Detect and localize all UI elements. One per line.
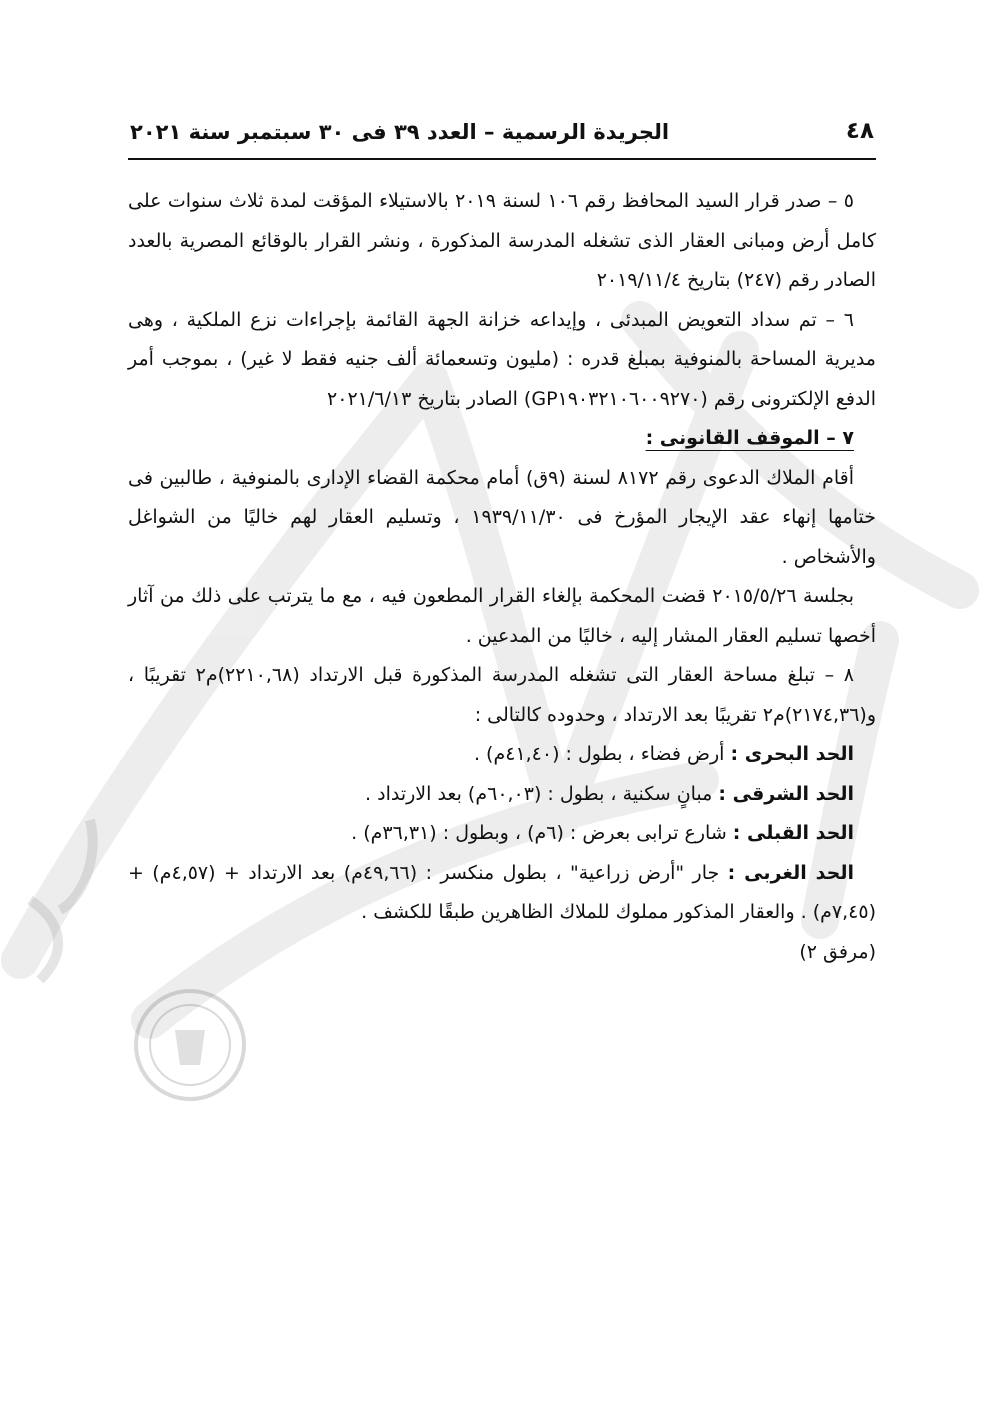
paragraph-8: ٨ – تبلغ مساحة العقار التى تشغله المدرسة المذكورة قبل الارتداد (٢٢١٠,٦٨)م٢ تقريبًا ، و(٢١٧٤,٣٦)م٢ تقريبًا بعد الارتداد ، وحدوده كالتالى :	[128, 664, 876, 726]
document-body	[128, 182, 876, 972]
boundary-north	[128, 735, 876, 775]
paragraph-7-heading	[128, 419, 876, 459]
boundary-east	[128, 775, 876, 815]
gazette-title: الجريدة الرسمية – العدد ٣٩ فى ٣٠ سبتمبر سنة ٢٠٢١	[130, 120, 670, 144]
boundary-label: الحد الشرقى :	[718, 782, 854, 805]
boundary-text: مبانٍ سكنية ، بطول : (٦٠,٠٣م) بعد الارتداد .	[365, 782, 713, 805]
attachment-note: (مرفق ٢)	[799, 940, 876, 963]
legal-status-heading: ٧ – الموقف القانونى :	[645, 427, 854, 449]
paragraph-5: ٥ – صدر قرار السيد المحافظ رقم ١٠٦ لسنة ٢٠١٩ بالاستيلاء المؤقت لمدة ثلاث سنوات على كامل أرض ومبانى العقار الذى تشغله المدرسة المذكورة ، ونشر القرار بالوقائع المصرية بالعدد الصادر رقم (٢٤٧) بتاريخ ٢٠١٩/١١/٤	[128, 190, 876, 291]
paragraph-7-ruling: بجلسة ٢٠١٥/٥/٢٦ قضت المحكمة بإلغاء القرار المطعون فيه ، مع ما يترتب على ذلك من آثار أخصها تسليم العقار المشار إليه ، خاليًا من المدعين .	[128, 585, 876, 647]
page-header	[128, 118, 876, 160]
boundary-label: الحد البحرى :	[730, 743, 854, 765]
document-page	[128, 118, 876, 972]
paragraph-7-lawsuit: أقام الملاك الدعوى رقم ٨١٧٢ لسنة (٩ق) أمام محكمة القضاء الإدارى بالمنوفية ، طالبين فى ختامها إنهاء عقد الإيجار المؤرخ فى ١٩٣٩/١١/٣٠ ، وتسليم العقار لهم خاليًا من الشواغل والأشخاص .	[128, 466, 876, 568]
boundary-label: الحد القبلى :	[732, 822, 854, 844]
boundary-south	[128, 814, 876, 854]
page-number: ٤٨	[845, 118, 874, 144]
boundary-west	[128, 854, 876, 933]
boundary-label: الحد الغربى :	[727, 861, 854, 884]
emblem-stamp	[130, 985, 250, 1105]
boundary-text: أرض فضاء ، بطول : (٤١,٤٠م) .	[473, 743, 725, 765]
boundary-text: جار "أرض زراعية" ، بطول منكسر : (٤٩,٦٦م) بعد الارتداد + (٤,٥٧م) + (٧,٤٥م) . والعقار المذكور مملوك للملاك الظاهرين طبقًا للكشف .	[128, 861, 876, 923]
boundary-text: شارع ترابى بعرض : (٦م) ، وبطول : (٣٦,٣١م) .	[351, 822, 727, 844]
paragraph-6: ٦ – تم سداد التعويض المبدئى ، وإيداعه خزانة الجهة القائمة بإجراءات نزع الملكية ، وهى مديرية المساحة بالمنوفية بمبلغ قدره : (مليون وتسعمائة ألف جنيه فقط لا غير) ، بموجب أمر الدفع الإلكترونى رقم (GP١٩٠٣٢١٠٦٠٠٩٢٧٠) الصادر بتاريخ ٢٠٢١/٦/١٣	[128, 308, 876, 410]
